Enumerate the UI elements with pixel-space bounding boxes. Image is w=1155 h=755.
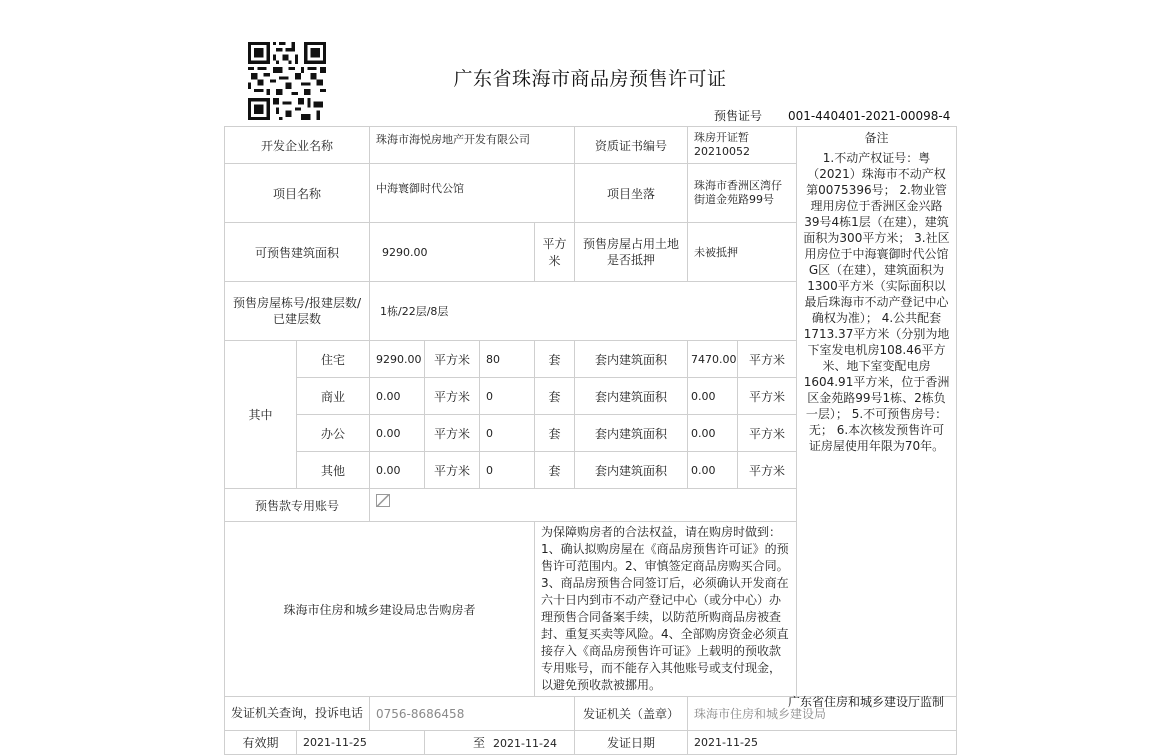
developer-label: 开发企业名称 [225,127,370,164]
breakdown-count: 80 [480,341,535,378]
notes-cell [797,127,957,697]
breakdown-count-unit: 套 [535,415,575,452]
location-value: 珠海市香洲区湾仔街道金苑路99号 [688,164,797,223]
breakdown-area: 0.00 [370,452,425,489]
account-value [370,489,797,522]
valid-label: 有效期 [225,731,297,755]
valid-to-label: 至 [473,736,486,750]
area-unit: 平方米 [535,223,575,282]
document-title: 广东省珠海市商品房预售许可证 [453,68,727,90]
breakdown-area-unit: 平方米 [425,378,480,415]
qr-code-icon [248,42,326,120]
breakdown-inner: 0.00 [688,415,738,452]
breakdown-area: 0.00 [370,378,425,415]
breakdown-inner-label: 套内建筑面积 [575,341,688,378]
breakdown-type: 住宅 [297,341,370,378]
issuer-value: 珠海市住房和城乡建设局 [688,697,957,731]
valid-to [425,731,575,755]
breakdown-count: 0 [480,415,535,452]
permit-table [224,126,957,755]
valid-from: 2021-11-25 [297,731,425,755]
warning-text: 为保障购房者的合法权益，请在购房时做到：1、确认拟购房屋在《商品房预售许可证》的预售许可范围内。2、审慎签定商品房购买合同。3、商品房预售合同签订后，必须确认开发商在六十日内到市不动产登记中心（或分中心）办理预售合同备案手续，以防范所购商品房被查封、重复买卖等风险。4、全部购房资金必须直接存入《商品房预售许可证》上载明的预收款专用账号，而不能存入其他账号或支付现金，以避免预收款被挪用。 [535,522,797,697]
notes-label: 备注 [864,131,889,145]
breakdown-inner: 7470.00 [688,341,738,378]
breakdown-count-unit: 套 [535,452,575,489]
qualification-label: 资质证书编号 [575,127,688,164]
breakdown-inner-unit: 平方米 [738,452,797,489]
breakdown-inner-label: 套内建筑面积 [575,378,688,415]
mortgage-value: 未被抵押 [688,223,797,282]
issue-date-value: 2021-11-25 [688,731,957,755]
presale-cert-number [714,107,950,124]
developer-value: 珠海市海悦房地产开发有限公司 [370,127,575,164]
area-label: 可预售建筑面积 [225,223,370,282]
breakdown-type: 办公 [297,415,370,452]
account-label: 预售款专用账号 [225,489,370,522]
breakdown-count: 0 [480,452,535,489]
presale-no-value: 001-440401-2021-00098-4 [788,109,951,123]
breakdown-count: 0 [480,378,535,415]
notes-text: 1.不动产权证号：粤（2021）珠海市不动产权第0075396号； 2.物业管理用房位于香洲区金兴路39号4栋1层（在建），建筑面积为300平方米； 3.社区用房位于中海寰御时代公馆G区（在建），建筑面积为1300平方米（实际面积以最后珠海市不动产登记中心确权为准）； 4.公共配套1713.37平方米（分别为地下室发电机房108.46平方米、地下室变配电房1604.91平方米，位于香洲区金苑路99号1栋、2栋负一层）； 5.不可预售房号：无； 6.本次核发预售许可证房屋使用年限为70年。 [803,151,950,453]
building-value: 1栋/22层/8层 [370,282,797,341]
breakdown-count-unit: 套 [535,378,575,415]
breakdown-area-unit: 平方米 [425,452,480,489]
breakdown-type: 其他 [297,452,370,489]
issuer-label: 发证机关（盖章） [575,697,688,731]
warning-label: 珠海市住房和城乡建设局忠告购房者 [225,522,535,697]
breakdown-inner-label: 套内建筑面积 [575,452,688,489]
breakdown-count-unit: 套 [535,341,575,378]
qualification-value: 珠房开证暂20210052 [688,127,797,164]
building-label: 预售房屋栋号/报建层数/已建层数 [225,282,370,341]
broken-image-icon [376,494,390,507]
phone-label: 发证机关查询，投诉电话 [225,697,370,731]
phone-value: 0756-8686458 [370,697,575,731]
location-label: 项目坐落 [575,164,688,223]
breakdown-inner: 0.00 [688,452,738,489]
breakdown-type: 商业 [297,378,370,415]
breakdown-inner: 0.00 [688,378,738,415]
breakdown-inner-label: 套内建筑面积 [575,415,688,452]
breakdown-area: 9290.00 [370,341,425,378]
breakdown-area: 0.00 [370,415,425,452]
mortgage-label: 预售房屋占用土地是否抵押 [575,223,688,282]
project-value: 中海寰御时代公馆 [370,164,575,223]
area-value: 9290.00 [370,223,535,282]
breakdown-inner-unit: 平方米 [738,415,797,452]
breakdown-inner-unit: 平方米 [738,378,797,415]
breakdown-area-unit: 平方米 [425,415,480,452]
breakdown-area-unit: 平方米 [425,341,480,378]
breakdown-inner-unit: 平方米 [738,341,797,378]
issue-date-label: 发证日期 [575,731,688,755]
among-label: 其中 [225,341,297,489]
presale-no-label: 预售证号 [714,109,763,123]
supervisor-footer: 广东省住房和城乡建设厅监制 [788,695,945,709]
project-label: 项目名称 [225,164,370,223]
valid-to-value: 2021-11-24 [493,737,557,750]
